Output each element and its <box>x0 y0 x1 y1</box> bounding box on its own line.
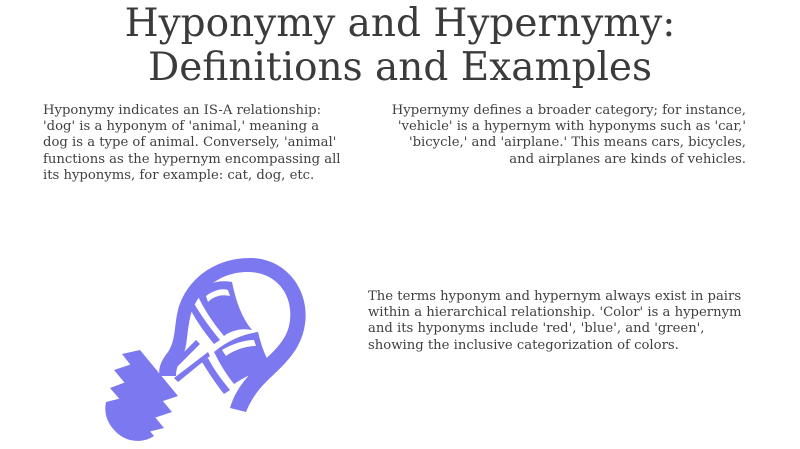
hypernymy-paragraph: Hypernymy defines a broader category; for instance, 'vehicle' is a hypernym with hyponyms such as 'car,' 'bicycle,' and 'airplane.' This means cars, bicycles, and airplanes are kinds of vehicles. <box>391 103 746 167</box>
hyponymy-paragraph: Hyponymy indicates an IS-A relationship: 'dog' is a hyponym of 'animal,' meaning a dog is a type of animal. Conversely, 'animal' functions as the hypernym encompassing all its hyponyms, for example: cat, dog, etc. <box>43 103 341 183</box>
bulb-outline <box>168 258 306 412</box>
lightbulb-book-icon <box>96 252 311 449</box>
title-line-1: Hyponymy and Hypernymy: <box>124 1 676 46</box>
pairs-paragraph: The terms hyponym and hypernym always exist in pairs within a hierarchical relationship. 'Color' is a hypernym and its hyponyms include 'red', 'blue', and 'green', showing the inclusive categorization of colors. <box>368 289 742 353</box>
title-line-2: Definitions and Examples <box>147 45 653 90</box>
slide-title <box>0 2 800 90</box>
